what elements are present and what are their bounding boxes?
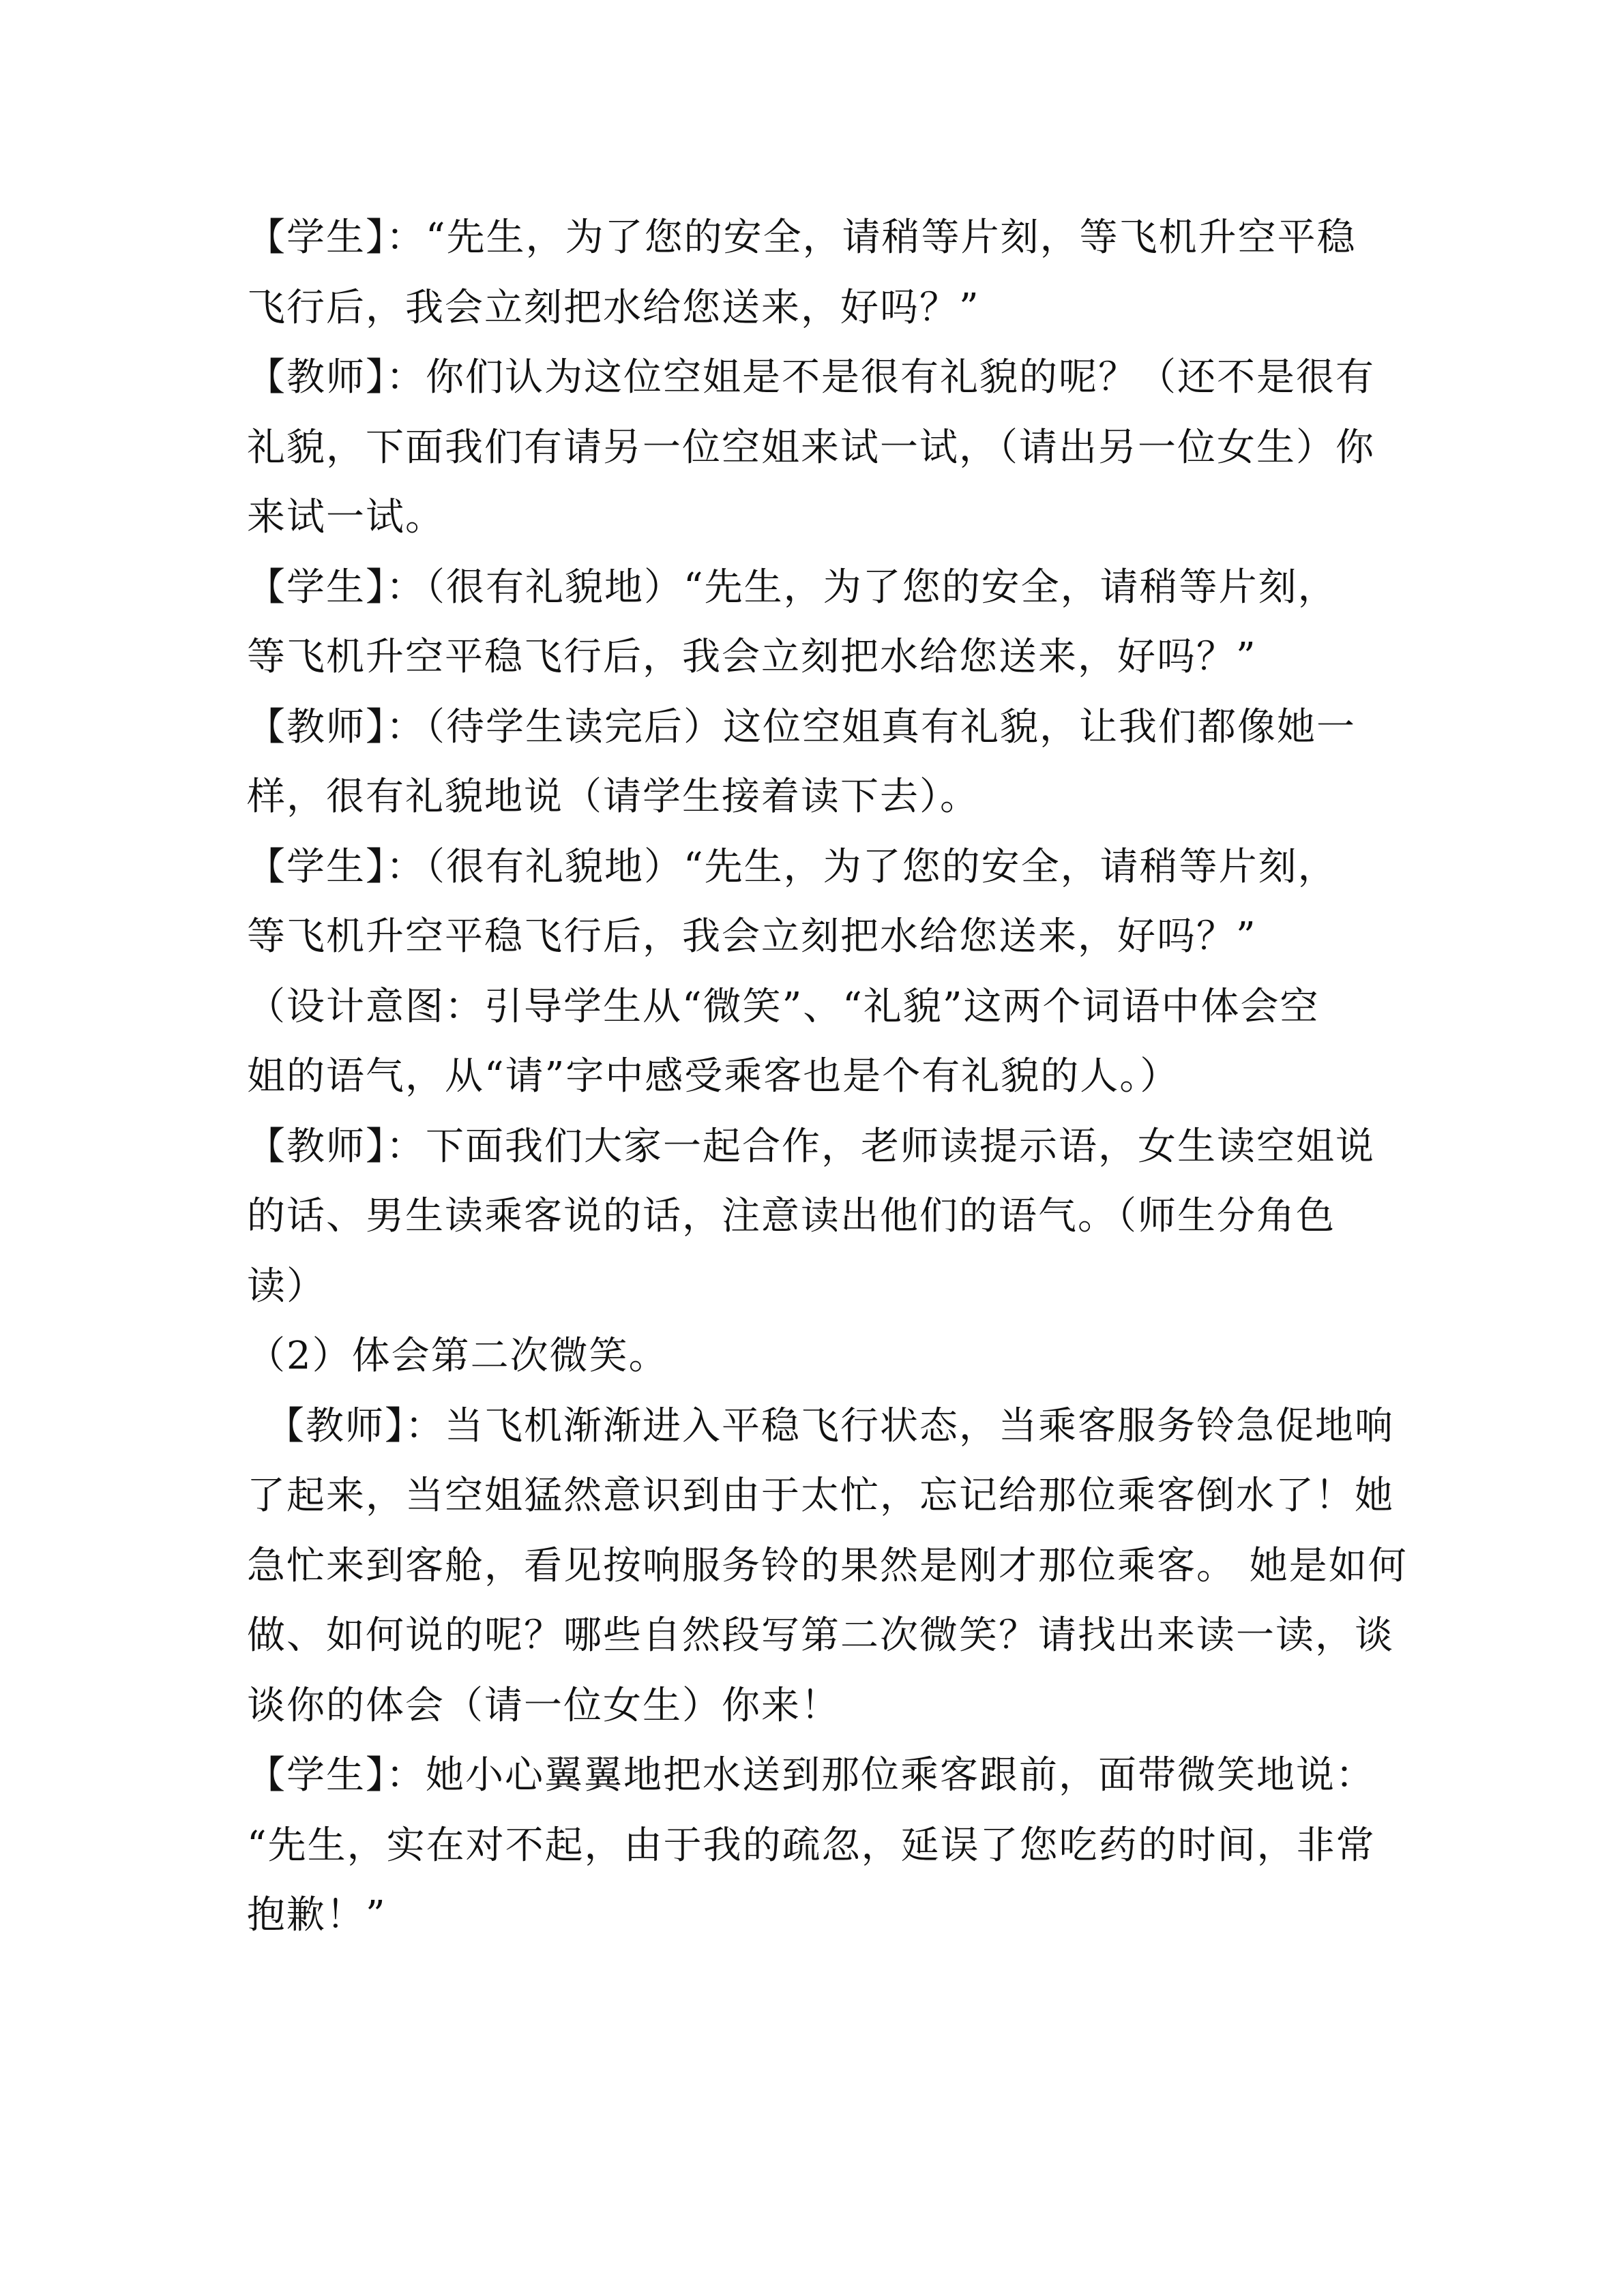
text-line: 【教师】：（待学生读完后）这位空姐真有礼貌，让我们都像她一 [247,704,1356,749]
text-line: 急忙来到客舱，看见按响服务铃的果然是刚才那位乘客。 她是如何 [247,1543,1408,1588]
text-line: 等飞机升空平稳飞行后，我会立刻把水给您送来，好吗？” [247,914,1257,959]
text-line: （设计意图：引导学生从“微笑”、“礼貌”这两个词语中体会空 [247,984,1320,1029]
text-line: “先生，实在对不起，由于我的疏忽，延误了您吃药的时间，非常 [247,1823,1376,1868]
text-line: 读） [247,1264,326,1309]
text-line: 抱歉！” [247,1893,387,1937]
text-line: 【学生】：她小心翼翼地把水送到那位乘客跟前，面带微笑地说： [247,1753,1375,1798]
section-heading: （2）体会第二次微笑。 [247,1334,668,1378]
text-line: 姐的语气，从“请”字中感受乘客也是个有礼貌的人。） [247,1054,1180,1099]
text-line: 了起来，当空姐猛然意识到由于太忙，忘记给那位乘客倒水了！她 [247,1474,1394,1518]
document-body [247,203,1408,1951]
text-line: 样，很有礼貌地说（请学生接着读下去）。 [247,775,979,819]
text-line: 的话、男生读乘客说的话，注意读出他们的语气。（师生分角色 [247,1194,1335,1238]
text-line: 【学生】：“先生，为了您的安全，请稍等片刻，等飞机升空平稳 [247,215,1357,260]
text-line: 飞行后，我会立刻把水给您送来，好吗？” [247,285,980,330]
text-line: 谈你的体会（请一位女生）你来！ [247,1683,840,1728]
text-line: 【教师】：下面我们大家一起合作，老师读提示语，女生读空姐说 [247,1124,1375,1169]
text-line: 【学生】：（很有礼貌地）“先生，为了您的安全，请稍等片刻， [247,565,1338,610]
text-line: 礼貌，下面我们有请另一位空姐来试一试，（请出另一位女生）你 [247,425,1375,470]
text-line: 做、如何说的呢？哪些自然段写第二次微笑？请找出来读一读，谈 [247,1613,1394,1658]
text-line: 【教师】：你们认为这位空姐是不是很有礼貌的呢？（还不是很有 [247,355,1375,400]
text-line: 【学生】：（很有礼貌地）“先生，为了您的安全，请稍等片刻， [247,844,1338,889]
text-line: 【教师】：当飞机渐渐进入平稳飞行状态，当乘客服务铃急促地响 [266,1403,1394,1448]
text-line: 等飞机升空平稳飞行后，我会立刻把水给您送来，好吗？” [247,635,1257,679]
text-line: 来试一试。 [247,495,445,539]
